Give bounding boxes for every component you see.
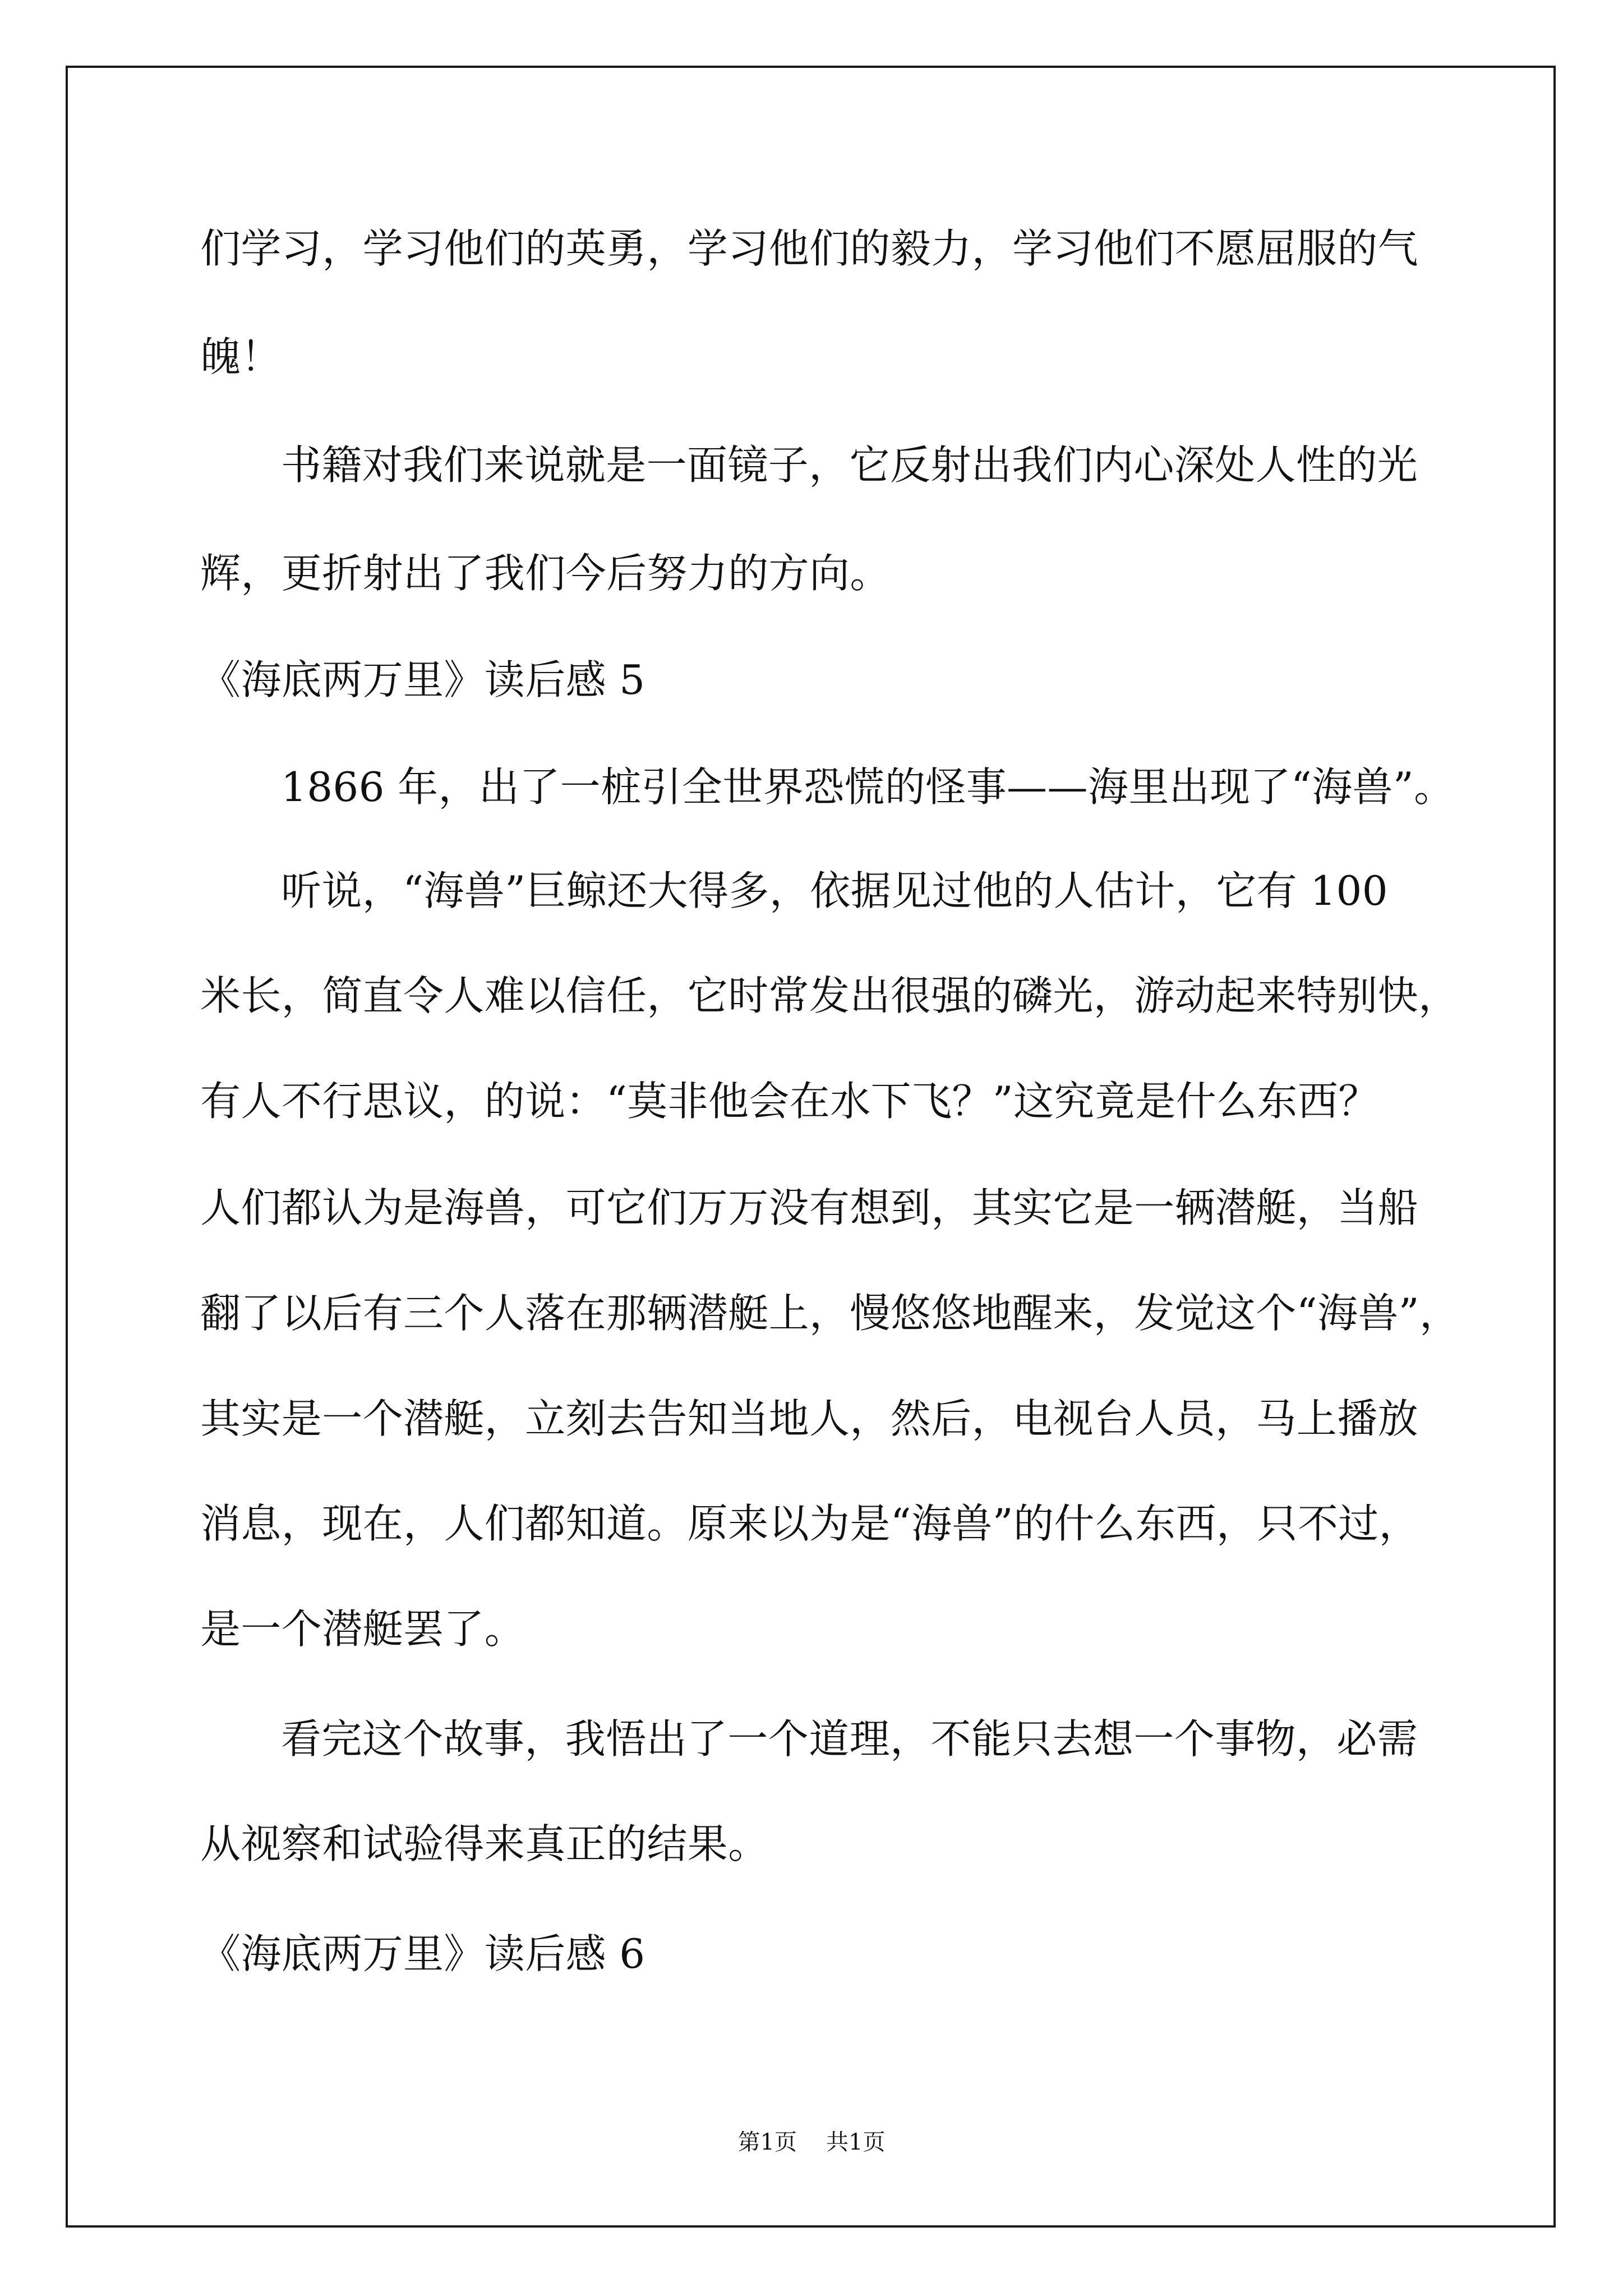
text-line: 1866 年，出了一桩引全世界恐慌的怪事——海里出现了“海兽”。 [281, 763, 1455, 811]
text-line: 是一个潜艇罢了。 [200, 1605, 525, 1653]
text-line: 从视察和试验得来真正的结果。 [200, 1820, 769, 1867]
text-line: 人们都认为是海兽，可它们万万没有想到，其实它是一辆潜艇，当船 [200, 1184, 1419, 1231]
text-line: 消息，现在，人们都知道。原来以为是“海兽”的什么东西，只不过， [200, 1500, 1420, 1547]
text-line: 书籍对我们来说就是一面镜子，它反射出我们内心深处人性的光 [281, 441, 1418, 489]
text-line: 翻了以后有三个人落在那辆潜艇上，慢悠悠地醒来，发觉这个“海兽”， [200, 1290, 1460, 1337]
page-number-current: 第1页 [737, 2129, 797, 2155]
section-heading: 《海底两万里》读后感 5 [200, 656, 645, 703]
text-line: 魄！ [200, 333, 282, 380]
text-line: 看完这个故事，我悟出了一个道理，不能只去想一个事物，必需 [281, 1715, 1418, 1763]
section-heading: 《海底两万里》读后感 6 [200, 1930, 645, 1977]
page-number-total: 共1页 [826, 2129, 886, 2155]
text-line: 听说，“海兽”巨鲸还大得多，依据见过他的人估计，它有 100 [281, 867, 1388, 914]
page-border [66, 66, 1556, 2228]
text-line: 米长，简直令人难以信任，它时常发出很强的磷光，游动起来特别快， [200, 972, 1459, 1019]
text-line: 们学习，学习他们的英勇，学习他们的毅力，学习他们不愿屈服的气 [200, 225, 1419, 272]
text-line: 其实是一个潜艇，立刻去告知当地人，然后，电视台人员，马上播放 [200, 1395, 1419, 1442]
text-line: 辉，更折射出了我们今后努力的方向。 [200, 550, 891, 597]
page-footer [0, 2131, 1623, 2154]
text-line: 有人不行思议，的说：“莫非他会在水下飞？”这究竟是什么东西？ [200, 1078, 1379, 1125]
